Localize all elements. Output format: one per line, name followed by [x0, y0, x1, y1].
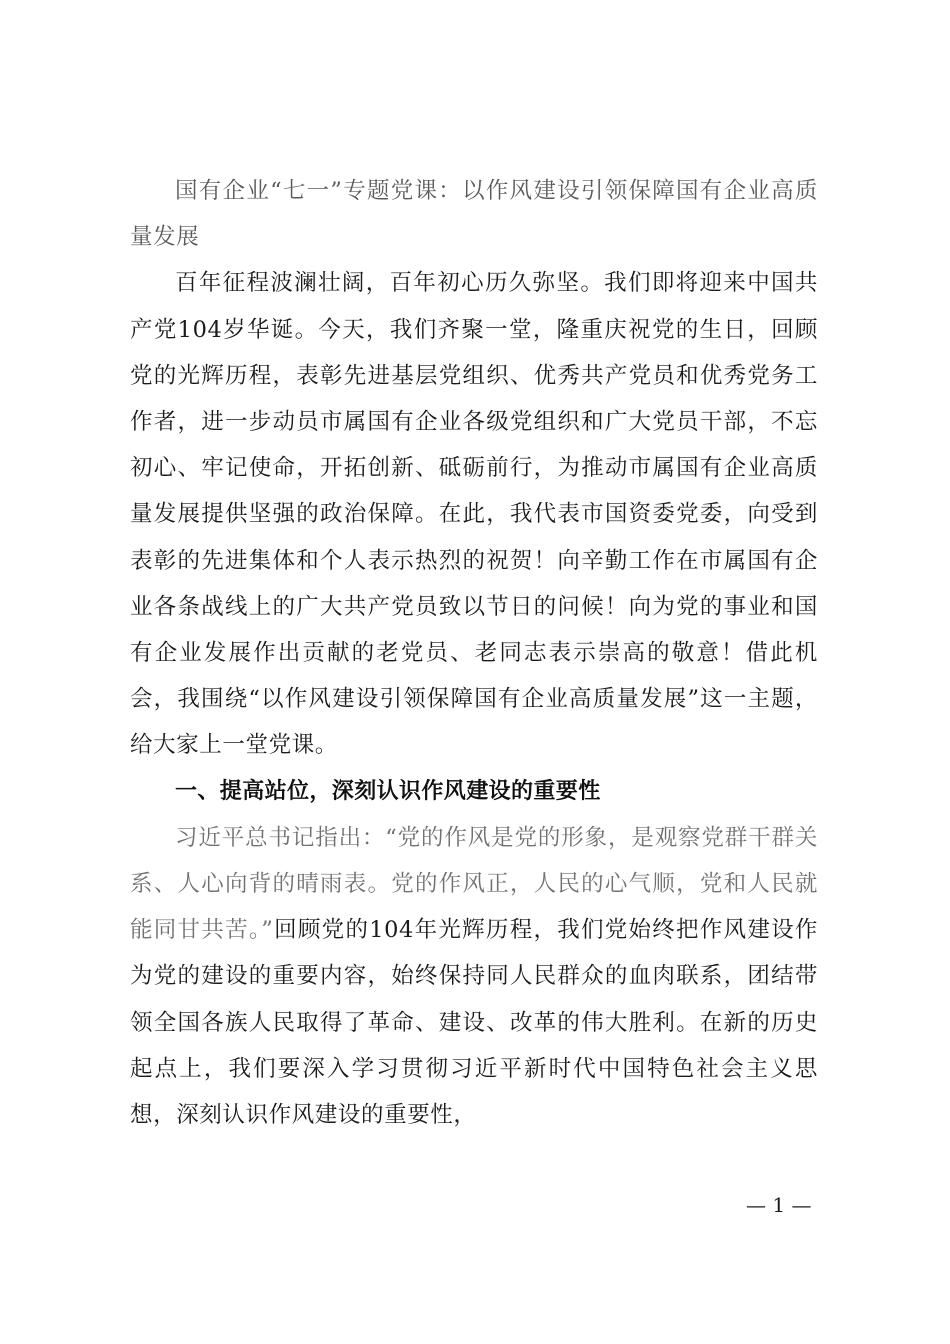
page-number: — 1 — — [746, 1193, 812, 1217]
section-heading: 一、提高站位，深刻认识作风建设的重要性 — [175, 778, 601, 804]
section-paragraph-text: 回顾党的104年光辉历程，我们党始终把作风建设作为党的建设的重要内容，始终保持同人民群众的血肉联系，团结带领全国各族人民取得了革命、建设、改革的伟大胜利。在新的历史起点上，我们要深入学习贯彻习近平新时代中国特色社会主义思想，深刻认识作风建设的重要性， — [130, 917, 818, 1129]
document-title: 国有企业“七一”专题党课：以作风建设引领保障国有企业高质量发展 — [130, 178, 818, 251]
section-paragraph — [130, 815, 818, 1138]
intro-paragraph: 百年征程波澜壮阔，百年初心历久弥坚。我们即将迎来中国共产党104岁华诞。今天，我们齐聚一堂，隆重庆祝党的生日，回顾党的光辉历程，表彰先进基层党组织、优秀共产党员和优秀党务工作者，进一步动员市属国有企业各级党组织和广大党员干部，不忘初心、牢记使命，开拓创新、砥砺前行，为推动市属国有企业高质量发展提供坚强的政治保障。在此，我代表市国资委党委，向受到表彰的先进集体和个人表示热烈的祝贺！向辛勤工作在市属国有企业各条战线上的广大共产党员致以节日的问候！向为党的事业和国有企业发展作出贡献的老党员、老同志表示崇高的敬意！借此机会，我围绕“以作风建设引领保障国有企业高质量发展”这一主题，给大家上一堂党课。 — [130, 270, 818, 759]
quotation: 习近平总书记指出：“党的作风是党的形象，是观察党群干群关系、人心向背的晴雨表。党的作风正，人民的心气顺，党和人民就能同甘共苦。” — [130, 824, 818, 944]
document-body — [130, 168, 818, 1138]
